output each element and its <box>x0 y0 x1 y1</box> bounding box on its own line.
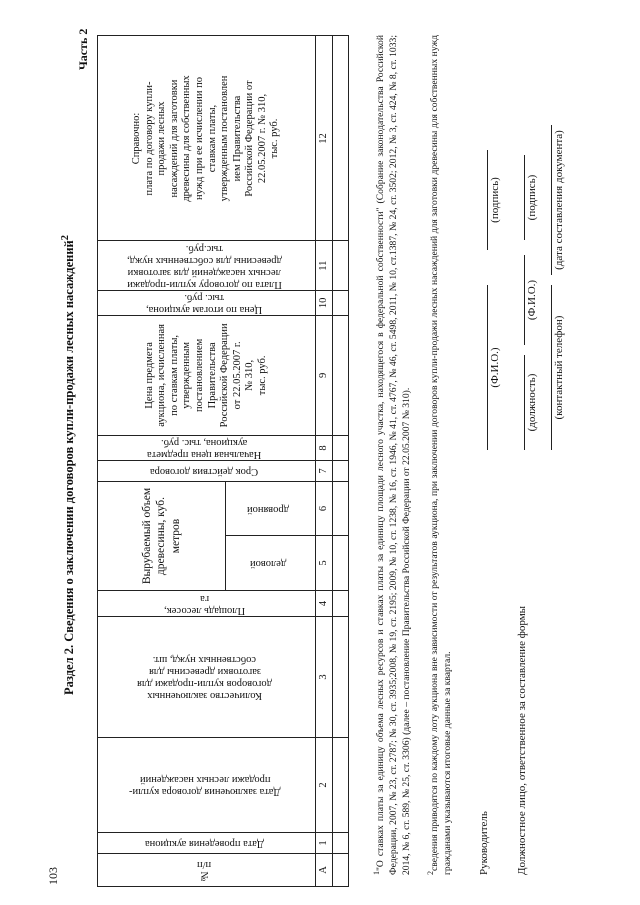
header-col-10: Цена по итогам аукциона, тыс. руб. <box>98 290 316 315</box>
header-col-9: Цена предмета аукциона, исчисленная по ставкам платы, утвержденным постановлением Правительства Российской Федерации от 22.05.2007 г. № 310, тыс. руб. <box>98 315 316 435</box>
data-cell <box>333 482 349 536</box>
section-title-text: Раздел 2. Сведения о заключении договоров купли-продажи лесных насаждений <box>62 240 77 695</box>
num-cell: 10 <box>316 290 333 315</box>
footnote-2-mark: 2 <box>426 871 435 875</box>
num-cell: 8 <box>316 435 333 460</box>
footnote-2 <box>424 35 454 875</box>
responsible-fio-line <box>524 255 525 345</box>
data-cell <box>333 854 349 887</box>
header-col-1: Дата проведения аукциона <box>98 833 316 854</box>
footnote-1-text: "О ставках платы за единицу объема лесных ресурсов и ставках платы за единицу площади лесного участка, находящегося в федеральной собственности" (Собрание законодательства Российской Федерации, 2007, № 23, ст. 2787; № 30, ст. 3935;2008, № 19, ст. 2195; 2009, № 10, ст. 1238, № 16, ст. 1946, № 41, ст. 4767, № 46, ст. 5498, 2011, № 10, ст.1387, № 24, ст. 3502; 2012, № 3, ст. 424, № 8, ст. 1033; 2014, № 6, ст. 589, № 25, ст. 3306) (далее – постановление Правительства Российской Федерации от 22.05.2007 № 310). <box>375 35 413 875</box>
num-cell: 12 <box>316 36 333 241</box>
header-col-6: дровяной <box>226 482 316 536</box>
header-row-top <box>98 36 226 887</box>
responsible-sign-line <box>524 155 525 240</box>
contracts-table <box>97 36 349 888</box>
head-label: Руководитель <box>478 811 490 875</box>
data-cell <box>333 833 349 854</box>
num-cell: 7 <box>316 461 333 482</box>
num-cell: 9 <box>316 315 333 435</box>
data-cell <box>333 241 349 290</box>
num-cell: 3 <box>316 617 333 738</box>
footnote-1 <box>370 35 413 875</box>
header-col-12: Справочно: плата по договору купли- продажи лесных насаждений для заготовки древесины для собственных нужд при ее исчислении по ставкам платы, утвержденным постановлен ием Правительства Российской Федерации от 22.05.2007 г. № 310, тыс. руб. <box>98 36 316 241</box>
position-line <box>524 355 525 450</box>
num-cell: А <box>316 854 333 887</box>
header-col-3: Количество заключенных договоров купли-продажи для заготовки древесины для собственных нужд, шт. <box>98 617 316 738</box>
data-cell <box>333 536 349 591</box>
head-fio-line <box>487 285 488 450</box>
section-title <box>60 145 77 785</box>
header-col-4: Площадь лесосек, га <box>98 591 316 617</box>
num-cell: 5 <box>316 536 333 591</box>
data-cell <box>333 290 349 315</box>
num-cell: 6 <box>316 482 333 536</box>
header-col-5-6: Вырубаемый объем древесины, куб. метров <box>98 482 226 591</box>
header-col-7: Срок действия договора <box>98 461 316 482</box>
responsible-sign-caption: (подпись) <box>526 174 538 221</box>
numbers-row <box>316 36 333 887</box>
num-cell: 1 <box>316 833 333 854</box>
data-cell <box>333 617 349 738</box>
footnote-2-text: сведения приводятся по каждому лоту аукциона вне зависимости от результатов аукциона, при заключении договоров купли-продажи лесных насаждений для заготовки древесины для собственных нужд гражданами указываются итоговые данные за квартал. <box>429 35 454 875</box>
num-cell: 11 <box>316 241 333 290</box>
data-cell <box>333 461 349 482</box>
responsible-label: Должностное лицо, ответственное за составление формы <box>516 605 528 875</box>
section-title-footnote-mark: 2 <box>60 235 71 241</box>
date-caption: (дата составления документа) <box>553 130 565 270</box>
data-row-empty <box>333 36 349 887</box>
footnote-1-mark: 1 <box>372 871 381 875</box>
page-number: 103 <box>46 867 60 885</box>
header-col-11: Плата по договору купли-продажи лесных насаждений для заготовки древесины для собственных нужд, тыс.руб. <box>98 241 316 290</box>
header-col-a: № п/п <box>98 854 316 887</box>
header-col-5: деловой <box>226 536 316 591</box>
header-col-2: Дата заключения договора купли- продажи лесных насаждений <box>98 738 316 833</box>
data-cell <box>333 738 349 833</box>
data-cell <box>333 36 349 241</box>
responsible-fio-caption: (Ф.И.О.) <box>526 279 538 321</box>
data-cell <box>333 435 349 460</box>
head-sign-caption: (подпись) <box>489 177 501 223</box>
num-cell: 4 <box>316 591 333 617</box>
phone-line <box>551 285 552 450</box>
data-cell <box>333 315 349 435</box>
part-label: Часть 2 <box>76 28 90 70</box>
num-cell: 2 <box>316 738 333 833</box>
head-fio-caption: (Ф.И.О.) <box>489 347 501 388</box>
date-line <box>551 125 552 275</box>
head-sign-line <box>487 150 488 250</box>
data-cell <box>333 591 349 617</box>
position-caption: (должность) <box>526 373 538 432</box>
phone-caption: (контактный телефон) <box>553 315 565 420</box>
header-col-8: Начальная цена предмета аукциона, тыс. руб. <box>98 435 316 460</box>
